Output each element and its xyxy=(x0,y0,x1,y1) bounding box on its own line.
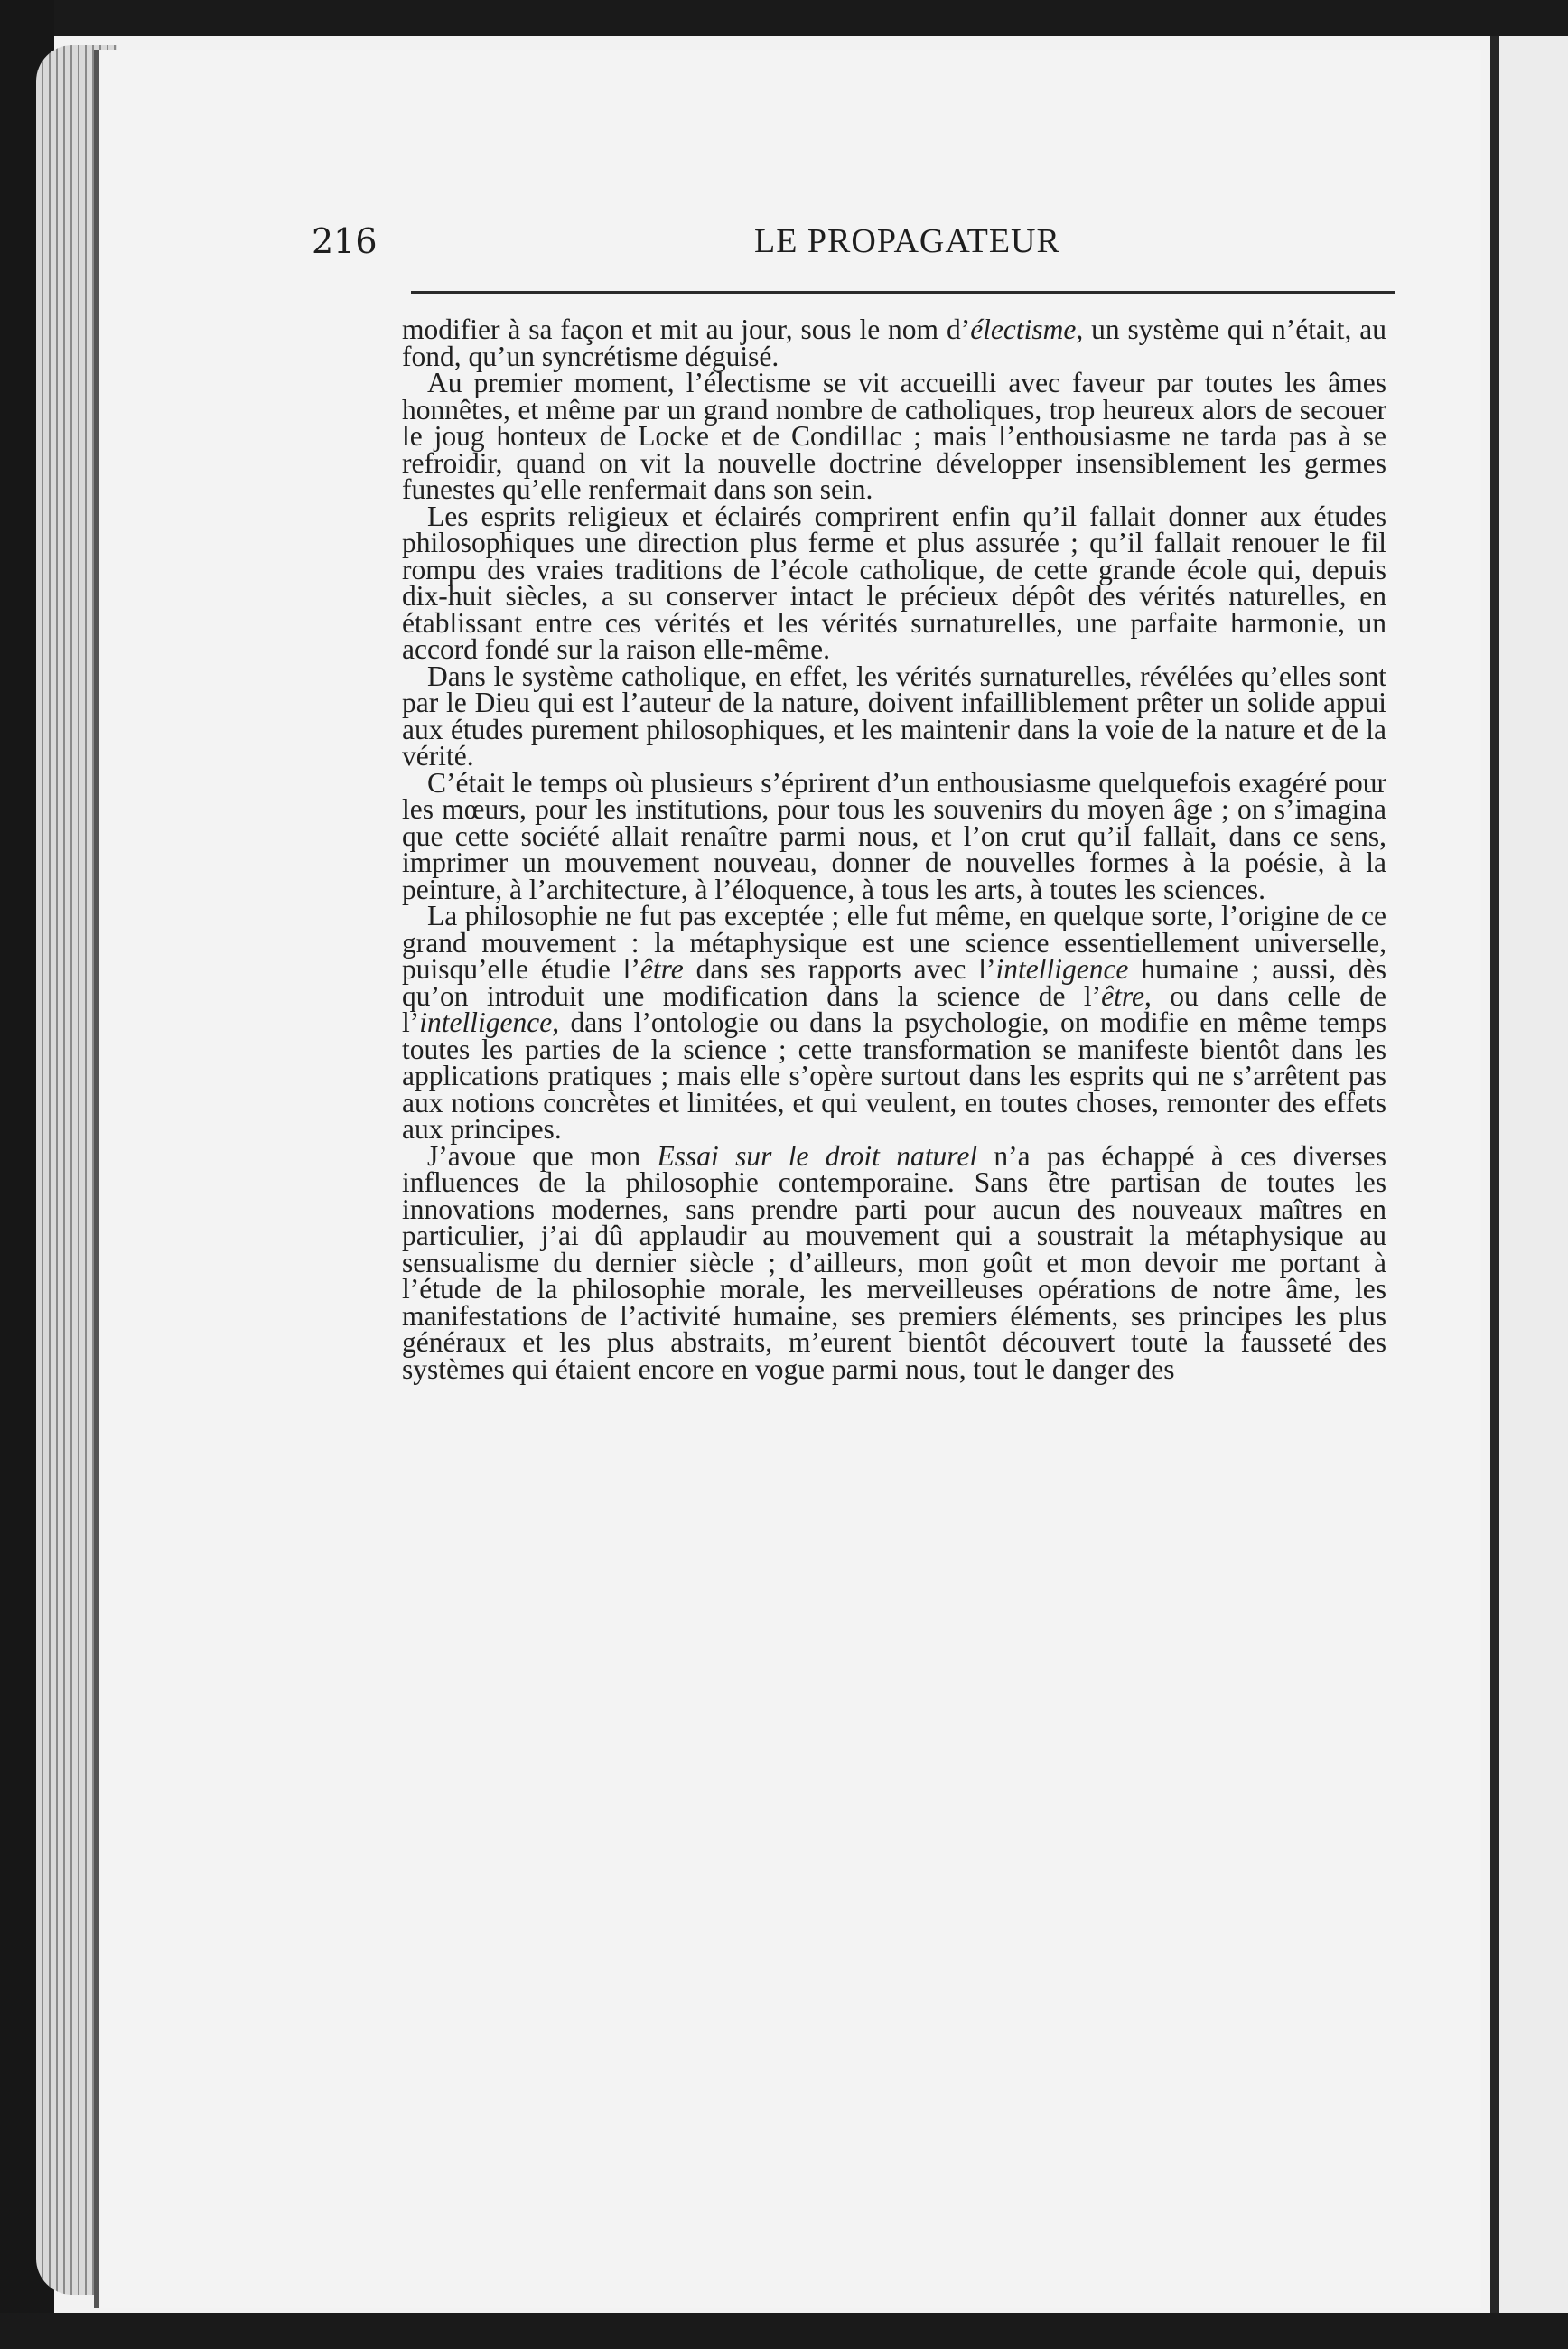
italic-text: intelligence xyxy=(995,953,1129,985)
italic-text: Essai sur le droit naturel xyxy=(657,1139,978,1172)
text-run: Au premier moment, l’électisme se vit accueilli avec faveur par toutes les âmes honnêtes, et même par un grand nombre de catholiques, trop heureux alors de secouer le joug honteux de Locke et de Condillac ; mais l’enthousiasme ne tarda pas à se refroidir, quand on vit la nouvelle doctrine développer insensiblement les germes funestes qu’elle renfermait dans son sein. xyxy=(402,367,1386,505)
page-header xyxy=(312,167,1395,261)
italic-text: être xyxy=(639,953,684,985)
paragraph xyxy=(402,316,1386,370)
paragraph xyxy=(402,900,1387,1145)
italic-text: intelligence xyxy=(419,1006,553,1038)
header-rule xyxy=(411,291,1395,294)
text-run: J’avoue que mon xyxy=(427,1139,658,1172)
text-run: La philosophie ne fut pas exceptée ; elle fut même, en quelque sorte, l’origine de ce grand mouvement : la métaphysique est une science essentiellement universelle, puisqu’elle étudie l’ xyxy=(402,900,1386,985)
text-run: dans ses rapports avec l’ xyxy=(683,953,996,985)
scan-border-bottom xyxy=(0,2313,1568,2349)
paragraph xyxy=(402,1139,1386,1385)
italic-text: électisme xyxy=(970,314,1077,345)
paragraph xyxy=(402,500,1386,665)
text-run: , dans l’ontologie ou dans la psychologie, on modifie en même temps toutes les parties de la science ; cette transformation se manifeste bientôt dans les applications pratiques ; mais elle s’opère surtout dans les esprits qui ne s’arrêtent pas aux notions concrètes et limitées, et qui veulent, en toutes choses, remonter des effets aux principes. xyxy=(402,1006,1386,1145)
scan-border-top xyxy=(0,0,1568,36)
paragraph xyxy=(402,766,1386,905)
text-run: C’était le temps où plusieurs s’éprirent d’un enthousiasme quelquefois exagéré pour les mœurs, pour les institutions, pour tous les souvenirs du moyen âge ; on s’imagina que cette société allait renaître parmi nous, et l’on crut qu’il fallait, dans ce sens, imprimer un mouvement nouveau, donner de nouvelles formes à la poésie, à la peinture, à l’architecture, à l’éloquence, à tous les arts, à toutes les sciences. xyxy=(402,766,1386,905)
text-run: , un système qui n’était, au fond, qu’un syncrétisme déguisé. xyxy=(402,314,1386,372)
paragraph xyxy=(402,660,1386,772)
body-text xyxy=(402,314,1387,1385)
italic-text: être xyxy=(1101,979,1144,1012)
text-run: , ou dans celle de l’ xyxy=(402,979,1387,1038)
text-run: Dans le système catholique, en effet, les vérités surnaturelles, révélées qu’elles sont par le Dieu qui est l’auteur de la nature, doivent infailliblement prêter un solide appui aux études purement philosophiques, et les maintenir dans la voie de la nature et de la vérité. xyxy=(402,660,1386,772)
running-title: LE PROPAGATEUR xyxy=(754,222,1060,260)
paragraph xyxy=(402,367,1386,505)
text-run: modifier à sa façon et mit au jour, sous le nom d’ xyxy=(402,314,971,345)
scan-border-right xyxy=(1490,36,1568,2349)
text-run: Les esprits religieux et éclairés comprirent enfin qu’il fallait donner aux études philosophiques une direction plus ferme et plus assurée ; qu’il fallait renouer le fil rompu des vraies traditions de l’école catholique, de cette grande école qui, depuis dix-huit siècles, a su conserver intact le précieux dépôt des vérités naturelles, en établissant entre ces vérités et les vérités surnaturelles, une parfaite harmonie, un accord fondé sur la raison elle-même. xyxy=(402,500,1386,665)
text-run: humaine ; aussi, dès qu’on introduit une modification dans la science de l’ xyxy=(402,953,1386,1012)
text-run: n’a pas échappé à ces diverses influences de la philosophie contemporaine. Sans être partisan de toutes les innovations modernes, sans prendre parti pour aucun des nouveaux maîtres en particulier, j’ai dû applaudir au mouvement qui a soustrait la métaphysique au sensualisme du dernier siècle ; d’ailleurs, mon goût et mon devoir me portant à l’étude de la philosophie morale, les merveilleuses opérations de notre âme, les manifestations de l’activité humaine, ses premiers éléments, ses principes les plus généraux et les plus abstraits, m’eurent bientôt découvert toute la fausseté des systèmes qui étaient encore en vogue parmi nous, tout le danger des xyxy=(402,1139,1386,1385)
page-number: 216 xyxy=(312,221,378,261)
